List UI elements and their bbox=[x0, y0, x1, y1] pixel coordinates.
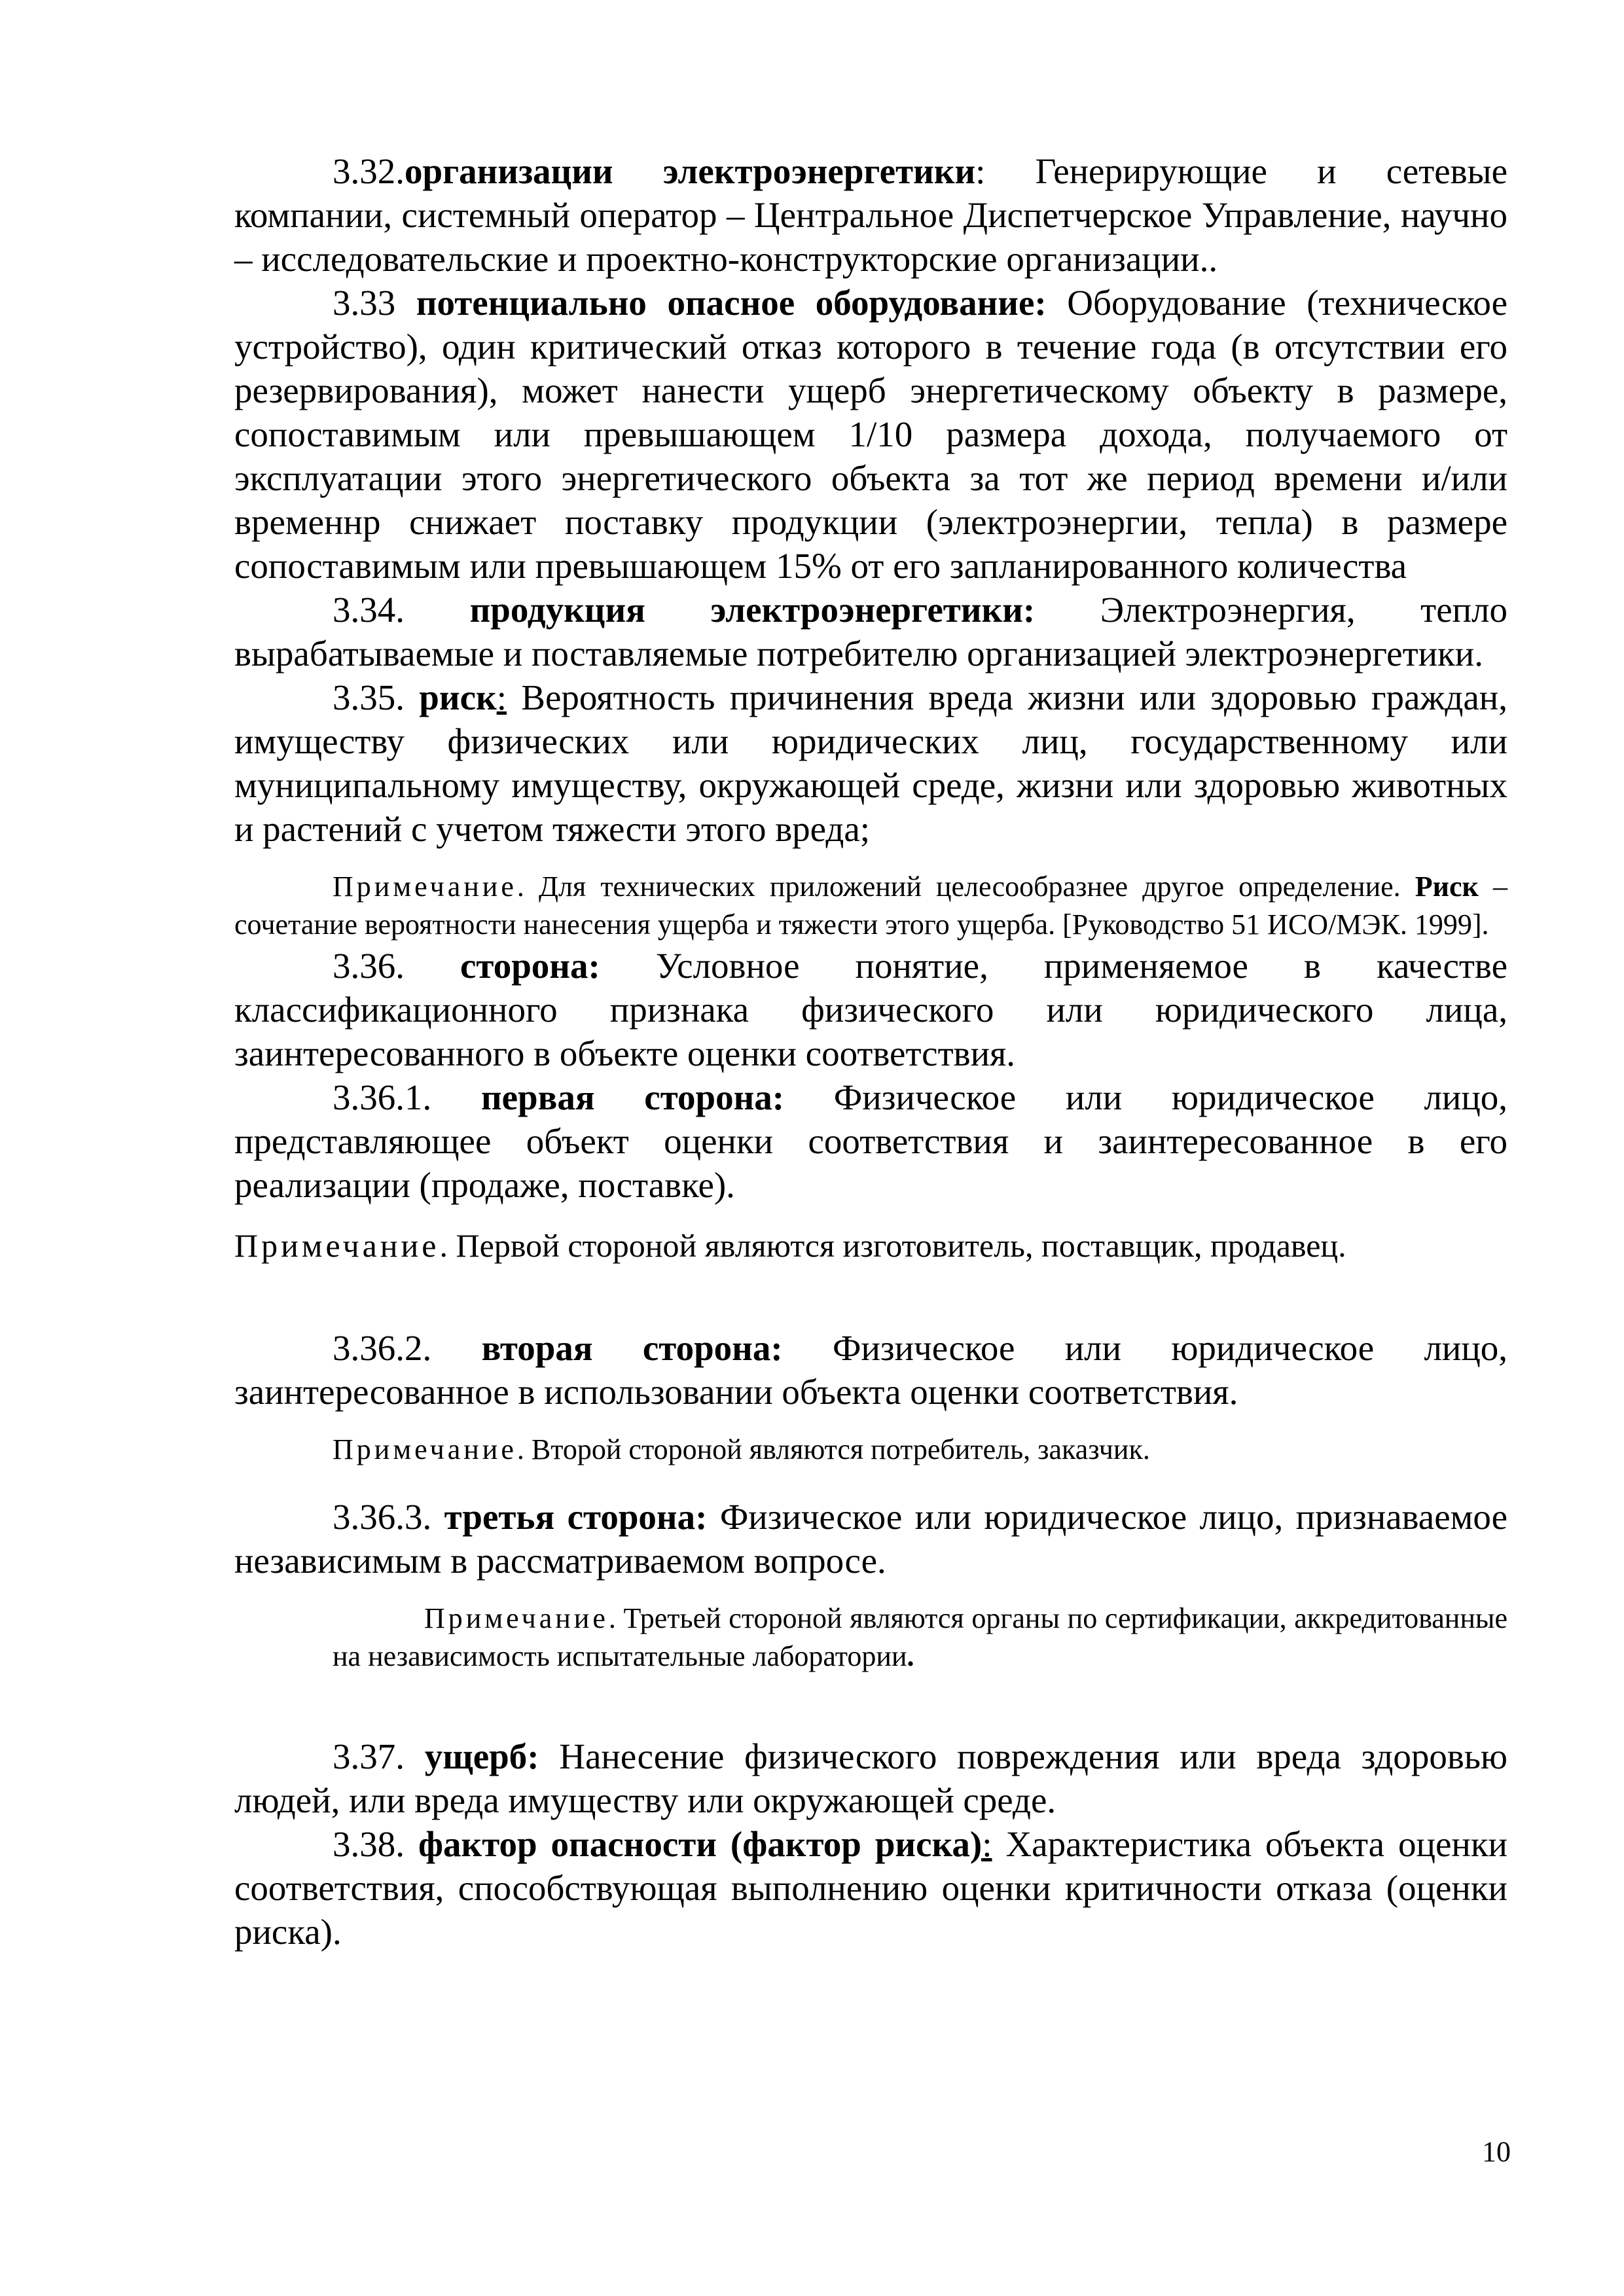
definition-3-32 bbox=[234, 149, 1507, 281]
note-text-cont: – сочетание вероятности нанесения ущерба и тяжести этого ущерба. [Руководство 51 ИСО/МЭК. 1999]. bbox=[234, 870, 1507, 941]
definition-text: : Генерирующие и сетевые компании, системный оператор – Центральное Диспетчерское Управление, научно – исследовательские и проектно-конструкторские организации.. bbox=[234, 151, 1507, 279]
definition-3-37 bbox=[234, 1734, 1507, 1822]
definition-text: Физическое или юридическое лицо, представляющее объект оценки соответствия и заинтересованное в его реализации (продаже, поставке). bbox=[234, 1077, 1508, 1205]
defined-term: вторая сторона: bbox=[481, 1328, 783, 1368]
defined-term: фактор опасности (фактор риска bbox=[418, 1824, 970, 1864]
clause-number: 3.35. bbox=[333, 677, 405, 717]
note-3-36-1 bbox=[234, 1224, 1507, 1267]
note-label: Примечание bbox=[424, 1602, 609, 1634]
definition-3-34 bbox=[234, 588, 1507, 675]
note-3-36-3 bbox=[234, 1600, 1507, 1676]
clause-number: 3.36. bbox=[333, 946, 405, 986]
definition-3-36 bbox=[234, 944, 1507, 1075]
definition-3-36-3 bbox=[234, 1495, 1507, 1583]
note-term: Риск bbox=[1415, 870, 1479, 903]
note-text: . Второй стороной являются потребитель, заказчик. bbox=[516, 1433, 1150, 1465]
underlined-colon: : bbox=[982, 1824, 992, 1864]
clause-number: 3.38. bbox=[333, 1824, 405, 1864]
clause-number: 3.36.2. bbox=[333, 1328, 432, 1368]
definition-text-cont: один критический отказ которого в течение года (в отсутствии его резервирования), может нанести ущерб энергетическому объекту в размере, сопоставимым или превышающем 1/10 размера дохода, получаемого от эксплуатации этого энергетического объекта за тот же период времени и/или временнр снижает поставку продукции (электроэнергии, тепла) в размере сопоставимым или превышающем 15% от его запланированного количества bbox=[234, 327, 1507, 586]
definition-3-36-2 bbox=[234, 1326, 1507, 1414]
definition-3-33 bbox=[234, 281, 1507, 588]
note-label: Примечание bbox=[333, 870, 517, 903]
defined-term: сторона: bbox=[460, 946, 600, 986]
definition-text: Условное понятие, применяемое в качестве классификационного признака физического или юридического лица, заинтересованного в объекте оценки соответствия. bbox=[234, 946, 1507, 1073]
note-text: . Первой стороной являются изготовитель, поставщик, продавец. bbox=[439, 1227, 1346, 1264]
defined-term: продукция электроэнергетики: bbox=[469, 590, 1036, 630]
defined-term: потенциально опасное оборудование: bbox=[416, 283, 1047, 323]
page-number: 10 bbox=[1482, 2136, 1511, 2168]
definition-3-36-1 bbox=[234, 1075, 1507, 1207]
note-label: Примечание bbox=[333, 1433, 517, 1465]
defined-term: ущерб: bbox=[424, 1736, 539, 1776]
clause-number: 3.36.1. bbox=[333, 1077, 432, 1117]
note-label: Примечание bbox=[234, 1227, 440, 1264]
defined-term: риск bbox=[419, 677, 497, 717]
definition-text: Физическое или юридическое лицо, признаваемое независимым в рассматриваемом вопросе. bbox=[234, 1497, 1507, 1581]
note-3-36-2 bbox=[234, 1431, 1507, 1469]
definition-3-38 bbox=[234, 1822, 1507, 1954]
definition-3-35 bbox=[234, 675, 1507, 851]
definition-text: Вероятность причинения вреда жизни или здоровью граждан, имуществу физических или юридических лиц, государственному или муниципальному имуществу, окружающей среде, жизни или здоровью животных и растений с учетом тяжести этого вреда; bbox=[234, 677, 1507, 849]
clause-number: 3.33 bbox=[333, 283, 396, 323]
note-3-35 bbox=[234, 868, 1507, 944]
note-text: . Для технических приложений целесообразнее другое определение. bbox=[516, 870, 1415, 903]
clause-number: 3.37. bbox=[333, 1736, 405, 1776]
defined-term: организации электроэнергетики bbox=[405, 151, 976, 191]
definition-text: Характеристика объекта оценки соответствия, способствующая выполнению оценки критичности отказа (оценки риска). bbox=[234, 1824, 1507, 1952]
definition-text: Нанесение физического повреждения или вреда здоровью людей, или вреда имуществу или окружающей среде. bbox=[234, 1736, 1507, 1820]
underlined-colon: : bbox=[496, 677, 507, 717]
underlined-comma: , bbox=[418, 327, 427, 367]
clause-number: 3.34. bbox=[333, 590, 405, 630]
document-body bbox=[234, 149, 1507, 1954]
defined-term: третья сторона: bbox=[444, 1497, 708, 1537]
note-end: . bbox=[907, 1640, 914, 1672]
definition-text: Физическое или юридическое лицо, заинтересованное в использовании объекта оценки соответствия. bbox=[234, 1328, 1508, 1412]
definition-text: Оборудование (техническое устройство) bbox=[234, 283, 1508, 367]
clause-number: 3.32. bbox=[333, 151, 405, 191]
definition-text: Электроэнергия, тепло вырабатываемые и поставляемые потребителю организацией электроэнергетики. bbox=[234, 590, 1507, 673]
note-text: . Третьей стороной являются органы по сертификации, аккредитованные на независимость испытательные лаборатории bbox=[333, 1602, 1507, 1672]
defined-term: первая сторона: bbox=[480, 1077, 785, 1117]
underlined-paren: ) bbox=[969, 1824, 983, 1864]
clause-number: 3.36.3. bbox=[333, 1497, 432, 1537]
